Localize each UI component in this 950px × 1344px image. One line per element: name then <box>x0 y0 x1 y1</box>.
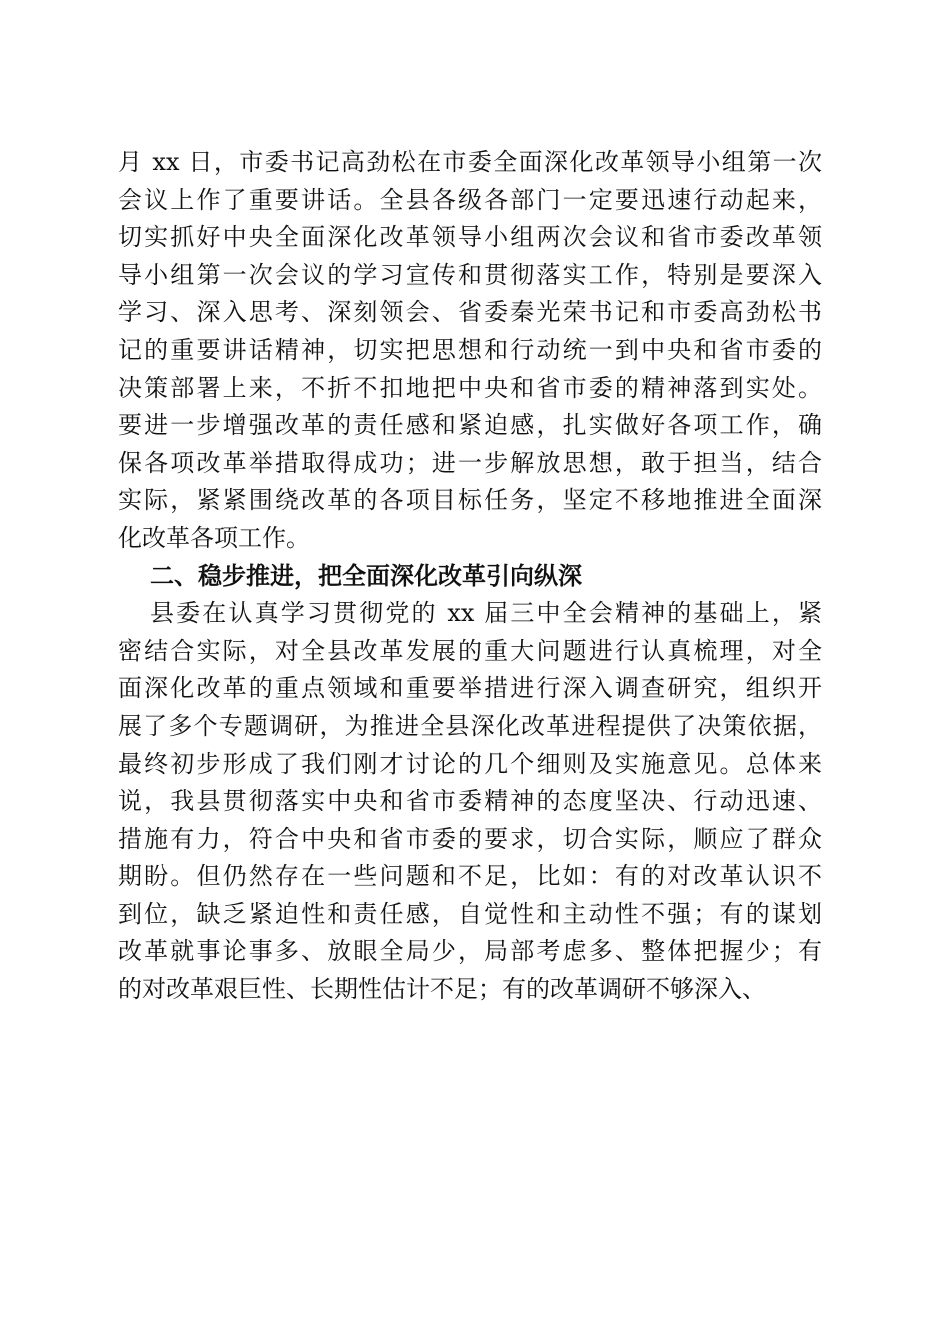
text-line: 到位，缺乏紧迫性和责任感，自觉性和主动性不强；有的谋划 <box>118 899 822 928</box>
text-line: 保各项改革举措取得成功；进一步解放思想，敢于担当，结合 <box>118 448 822 477</box>
text-line: 导小组第一次会议的学习宣传和贯彻落实工作，特别是要深入 <box>118 260 822 289</box>
section-heading <box>118 558 822 596</box>
text-line: 县委在认真学习贯彻党的 xx 届三中全会精神的基础上，紧 <box>150 599 822 628</box>
text-line: 面深化改革的重点领域和重要举措进行深入调查研究，组织开 <box>118 674 822 703</box>
text-line: 期盼。但仍然存在一些问题和不足，比如：有的对改革认识不 <box>118 862 822 891</box>
text-line: 要进一步增强改革的责任感和紧迫感，扎实做好各项工作，确 <box>118 411 822 440</box>
text-line: 措施有力，符合中央和省市委的要求，切合实际，顺应了群众 <box>118 824 822 853</box>
text-line: 的对改革艰巨性、长期性估计不足；有的改革调研不够深入、 <box>118 975 766 1004</box>
text-line: 最终初步形成了我们刚才讨论的几个细则及实施意见。总体来 <box>118 749 822 778</box>
text-line: 二、稳步推进，把全面深化改革引向纵深 <box>150 561 582 590</box>
text-line: 改革就事论事多、放眼全局少，局部考虑多、整体把握少；有 <box>118 937 822 966</box>
document-page <box>118 144 822 1009</box>
text-line: 决策部署上来，不折不扣地把中央和省市委的精神落到实处。 <box>118 373 822 402</box>
text-line: 展了多个专题调研，为推进全县深化改革进程提供了决策依据， <box>118 711 822 740</box>
paragraph <box>118 144 822 407</box>
text-line: 切实抓好中央全面深化改革领导小组两次会议和省市委改革领 <box>118 223 822 252</box>
text-line: 学习、深入思考、深刻领会、省委秦光荣书记和市委高劲松书 <box>118 298 822 327</box>
text-line: 说，我县贯彻落实中央和省市委精神的态度坚决、行动迅速、 <box>118 787 822 816</box>
text-line: 密结合实际，对全县改革发展的重大问题进行认真梳理，对全 <box>118 636 822 665</box>
paragraph <box>118 407 822 557</box>
text-line: 实际，紧紧围绕改革的各项目标任务，坚定不移地推进全面深 <box>118 486 822 515</box>
paragraph <box>118 595 822 1009</box>
text-line: 月 xx 日，市委书记高劲松在市委全面深化改革领导小组第一次 <box>118 148 822 176</box>
text-line: 会议上作了重要讲话。全县各级各部门一定要迅速行动起来， <box>118 185 822 214</box>
text-line: 化改革各项工作。 <box>118 523 310 552</box>
text-line: 记的重要讲话精神，切实把思想和行动统一到中央和省市委的 <box>118 335 822 364</box>
